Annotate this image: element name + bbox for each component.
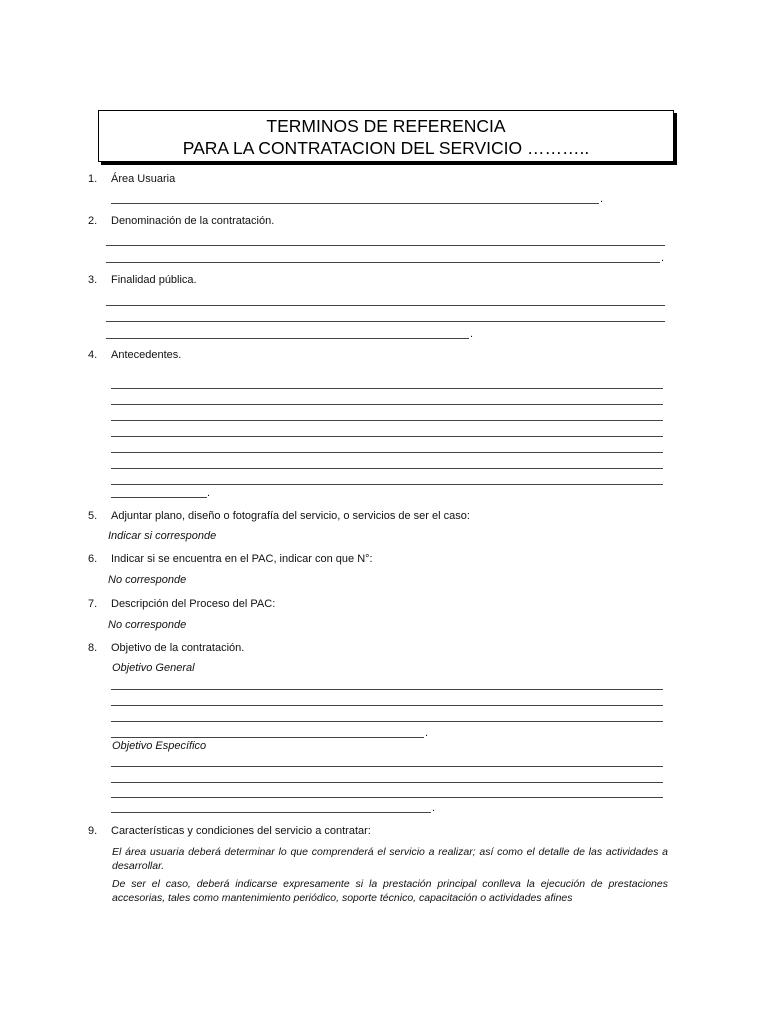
section-number: 2. [88,215,98,227]
section-heading: Adjuntar plano, diseño o fotografía del servicio, o servicios de ser el caso: [111,510,470,522]
section-number: 4. [88,349,98,361]
section-note: Indicar si corresponde [108,530,217,542]
section-heading: Área Usuaria [111,173,176,185]
section-heading: Denominación de la contratación. [111,215,275,227]
blank-line[interactable] [111,705,663,706]
section-heading: Antecedentes. [111,349,182,361]
line-end-period: . [470,328,474,340]
line-end-period: . [661,252,665,264]
section-heading: Finalidad pública. [111,274,197,286]
section-number: 7. [88,598,98,610]
section-heading: Indicar si se encuentra en el PAC, indicar con que N°: [111,553,373,565]
line-end-period: . [600,193,604,205]
blank-line[interactable] [106,305,665,306]
blank-line[interactable] [111,203,599,204]
blank-line[interactable] [111,484,663,485]
blank-line[interactable] [106,321,665,322]
blank-line[interactable] [111,436,663,437]
section-number: 8. [88,642,98,654]
document-title: TERMINOS DE REFERENCIA [266,116,506,136]
section-heading: Objetivo de la contratación. [111,642,245,654]
blank-line[interactable] [111,721,663,722]
blank-line[interactable] [111,782,663,783]
blank-line[interactable] [111,497,207,498]
section-number: 9. [88,825,98,837]
blank-line[interactable] [111,766,663,767]
blank-line[interactable] [106,338,469,339]
section-number: 5. [88,510,98,522]
blank-line[interactable] [111,404,663,405]
blank-line[interactable] [111,737,424,738]
line-end-period: . [432,802,436,814]
blank-line[interactable] [111,797,663,798]
title-box [98,110,674,162]
objective-general-label: Objetivo General [112,662,195,674]
blank-line[interactable] [111,452,663,453]
blank-line[interactable] [111,689,663,690]
blank-line[interactable] [106,245,665,246]
blank-line[interactable] [111,420,663,421]
objective-specific-label: Objetivo Específico [112,740,207,752]
blank-line[interactable] [106,262,660,263]
section-heading: Descripción del Proceso del PAC: [111,598,276,610]
section-note: No corresponde [108,619,187,631]
section-number: 1. [88,173,98,185]
section-heading: Características y condiciones del servicio a contratar: [111,825,371,837]
blank-line[interactable] [111,388,663,389]
blank-line[interactable] [111,468,663,469]
section-number: 6. [88,553,98,565]
section-number: 3. [88,274,98,286]
instruction-paragraph: El área usuaria deberá determinar lo que comprenderá el servicio a realizar; así como el detalle de las actividades a desarrollar. [112,846,668,872]
document-subtitle: PARA LA CONTRATACION DEL SERVICIO ……….. [182,138,590,158]
blank-line[interactable] [111,812,431,813]
instruction-paragraph: De ser el caso, deberá indicarse expresamente si la prestación principal conlleva la ejecución de prestaciones accesorias, tales como mantenimiento periódico, soporte técnico, capacitación o actividades afines [112,878,668,904]
line-end-period: . [425,727,429,739]
line-end-period: . [207,487,211,499]
section-note: No corresponde [108,574,187,586]
